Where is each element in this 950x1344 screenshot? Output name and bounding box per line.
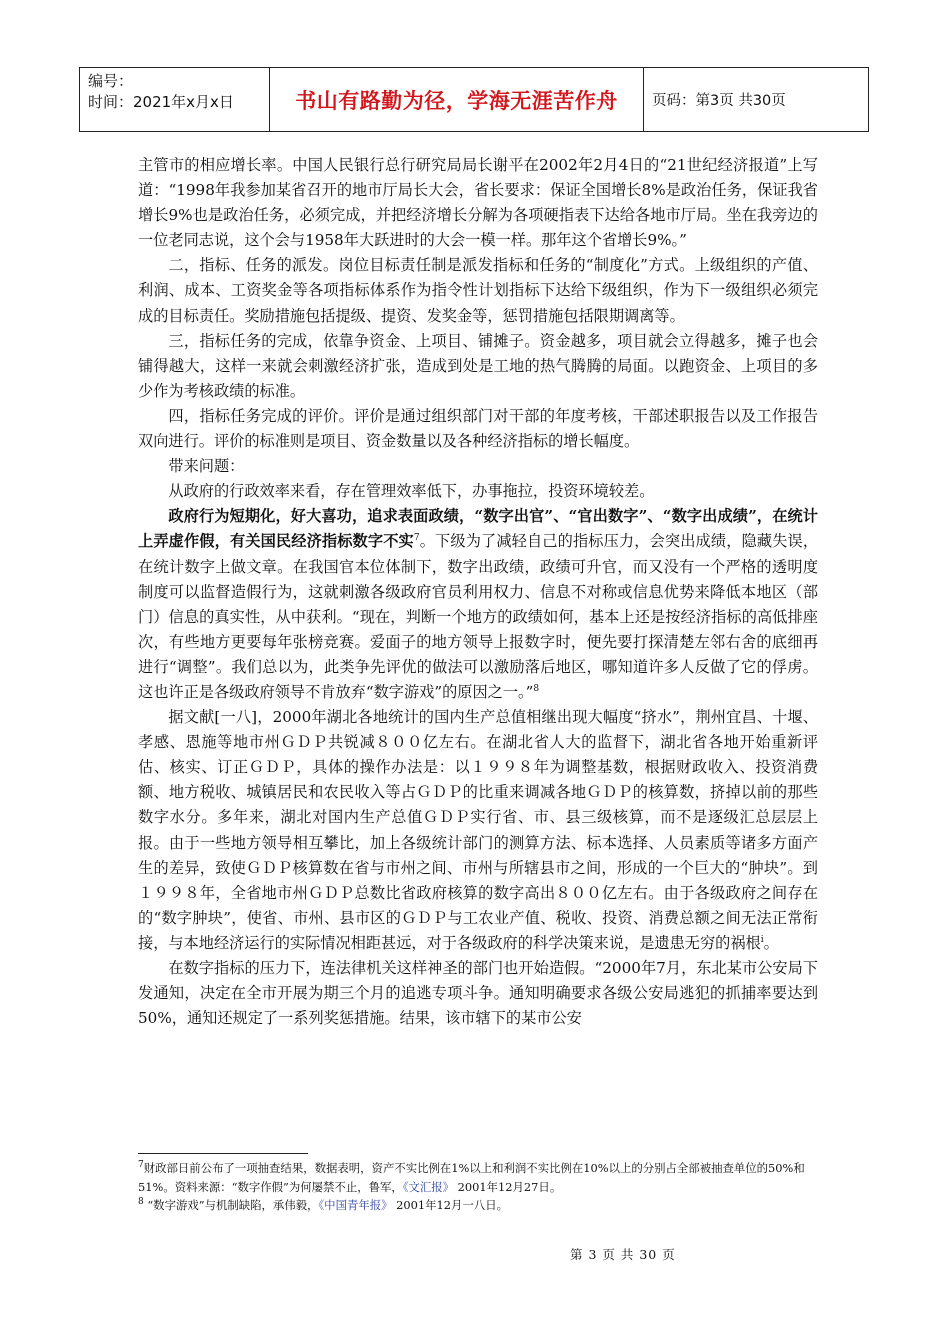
paragraph: 在数字指标的压力下，连法律机关这样神圣的部门也开始造假。“2000年7月，东北某市公安局下发通知，决定在全市开展为期三个月的追逃专项斗争。通知明确要求各级公安局逃犯的抓捕率要达到50%，通知还规定了一系列奖惩措施。结果，该市辖下的某市公安 — [138, 959, 818, 1028]
footnote-8 — [138, 1196, 818, 1215]
number-label: 编号： — [88, 72, 134, 90]
footnote-text: 财政部日前公布了一项抽查结果，数据表明，资产不实比例在1%以上和利润不实比例在10%以上的分别占全部被抽查单位的50%和51%。资料来源：“数字作假”为何屡禁不止，鲁军， — [138, 1161, 805, 1194]
paragraph: 主管市的相应增长率。中国人民银行总行研究局局长谢平在2002年2月4日的“21世纪经济报道”上写道：“1998年我参加某省召开的地市厅局长大会，省长要求：保证全国增长8%是政治任务，保证我省增长9%也是政治任务，必须完成，并把经济增长分解为各项硬指表下达给各地市厅局。坐在我旁边的一位老同志说，这个会与1958年大跃进时的大会一模一样。那年这个省增长9%。” — [138, 156, 818, 250]
footnote-ref-7[interactable]: 7 — [413, 533, 420, 544]
header-meta — [80, 68, 270, 131]
paragraph-text: 据文献[一八]，2000年湖北各地统计的国内生产总值相继出现大幅度“挤水”，荆州宜昌、十堰、孝感、恩施等地市州ＧＤＰ共锐减８００亿左右。在湖北省人大的监督下，湖北省各地开始重新评估、核实、订正ＧＤＰ，具体的操作办法是：以１９９８年为调整基数，根据财政收入、投资消费额、地方税收、城镇居民和农民收入等占ＧＤＰ的比重来调减各地ＧＤＰ的核算数，挤掉以前的那些数字水分。多年来，湖北对国内生产总值ＧＤＰ实行省、市、县三级核算，而不是逐级汇总层层上报。由于一些地方领导相互攀比，加上各级统计部门的测算方法、标本选择、人员素质等诸多方面产生的差异，致使ＧＤＰ核算数在省与市州之间、市州与所辖县市之间，形成的一个巨大的“肿块”。到１９９８年，全省地市州ＧＤＰ总数比省政府核算的数字高出８００亿左右。由于各级政府之间存在的“数字肿块”，使省、市州、县市区的ＧＤＰ与工农业产值、税收、投资、消费总额之间无法正常衔接，与本地经济运行的实际情况相距甚远，对于各级政府的科学决策来说，是遗患无穷的祸根 — [138, 708, 818, 952]
page-number: 第 3 页 共 30 页 — [570, 1247, 676, 1262]
footnote-number: 8 — [138, 1197, 144, 1208]
endnote-ref-i[interactable]: i — [760, 934, 764, 945]
document-body — [138, 153, 818, 1031]
date-label: 时间：2021年x月x日 — [88, 93, 234, 111]
footnote-date: 2001年12月27日。 — [454, 1179, 562, 1194]
paragraph: 带来问题： — [168, 457, 245, 476]
paragraph-text: 。下级为了减轻自己的指标压力，会突出成绩，隐藏失误，在统计数字上做文章。在我国官本位体制下，数字出政绩，政绩可升官，而又没有一个严格的透明度制度可以监督造假行为，这就刺激各级政府官员利用权力、信息不对称或信息优势来降低本地区（部门）信息的真实性，从中获利。“现在，判断一个地方的政绩如何，基本上还是按经济指标的高低排座次，有些地方更要每年张榜竞赛。爱面子的地方领导上报数字时，便先要打探清楚左邻右舍的底细再进行“调整”。我们总以为，此类争先评优的做法可以激励落后地区，哪知道许多人反做了它的俘虏。这也许正是各级政府领导不肯放弃“数字游戏”的原因之一。” — [138, 532, 819, 701]
paragraph — [138, 504, 818, 705]
footnote-source-link[interactable]: 《中国青年报》 — [318, 1198, 393, 1212]
paragraph: 四，指标任务完成的评价。评价是通过组织部门对干部的年度考核，干部述职报告以及工作报告双向进行。评价的标准则是项目、资金数量以及各种经济指标的增长幅度。 — [138, 406, 818, 451]
paragraph: 二，指标、任务的派发。岗位目标责任制是派发指标和任务的“制度化”方式。上级组织的产值、利润、成本、工资奖金等各项指标体系作为指令性计划指标下达给下级组织，作为下一级组织必须完成的目标责任。奖励措施包括提级、提资、发奖金等，惩罚措施包括限期调离等。 — [138, 256, 818, 325]
footnote-source-link[interactable]: 《文汇报》 — [402, 1179, 455, 1194]
footnotes — [138, 1159, 818, 1215]
paragraph — [138, 705, 818, 956]
footnote-ref-8[interactable]: 8 — [533, 683, 540, 694]
footnote-number: 7 — [138, 1160, 144, 1171]
paragraph: 三，指标任务的完成，依靠争资金、上项目、铺摊子。资金越多，项目就会立得越多，摊子也会铺得越大，这样一来就会刺激经济扩张，造成到处是工地的热气腾腾的局面。以跑资金、上项目的多少作为考核政绩的标准。 — [138, 331, 818, 400]
footnote-date: 2001年12月一八日。 — [392, 1198, 508, 1212]
page-header — [79, 67, 869, 132]
bold-lead: 政府行为短期化，好大喜功，追求表面政绩，“数字出官”、“官出数字”、“数字出成绩”，在统计上弄虚作假，有关国民经济指标数字不实 — [138, 507, 818, 551]
header-motto: 书山有路勤为径，学海无涯苦作舟 — [270, 68, 644, 131]
header-page-label: 页码：第3页 共30页 — [652, 93, 786, 109]
footnote-7 — [138, 1159, 818, 1196]
paragraph-text: 。 — [763, 933, 779, 952]
paragraph: 从政府的行政效率来看，存在管理效率低下，办事拖拉，投资环境较差。 — [168, 482, 655, 501]
footnote-text: “数字游戏”与机制缺陷，承伟毅， — [143, 1198, 319, 1212]
footnote-divider — [138, 1153, 308, 1154]
